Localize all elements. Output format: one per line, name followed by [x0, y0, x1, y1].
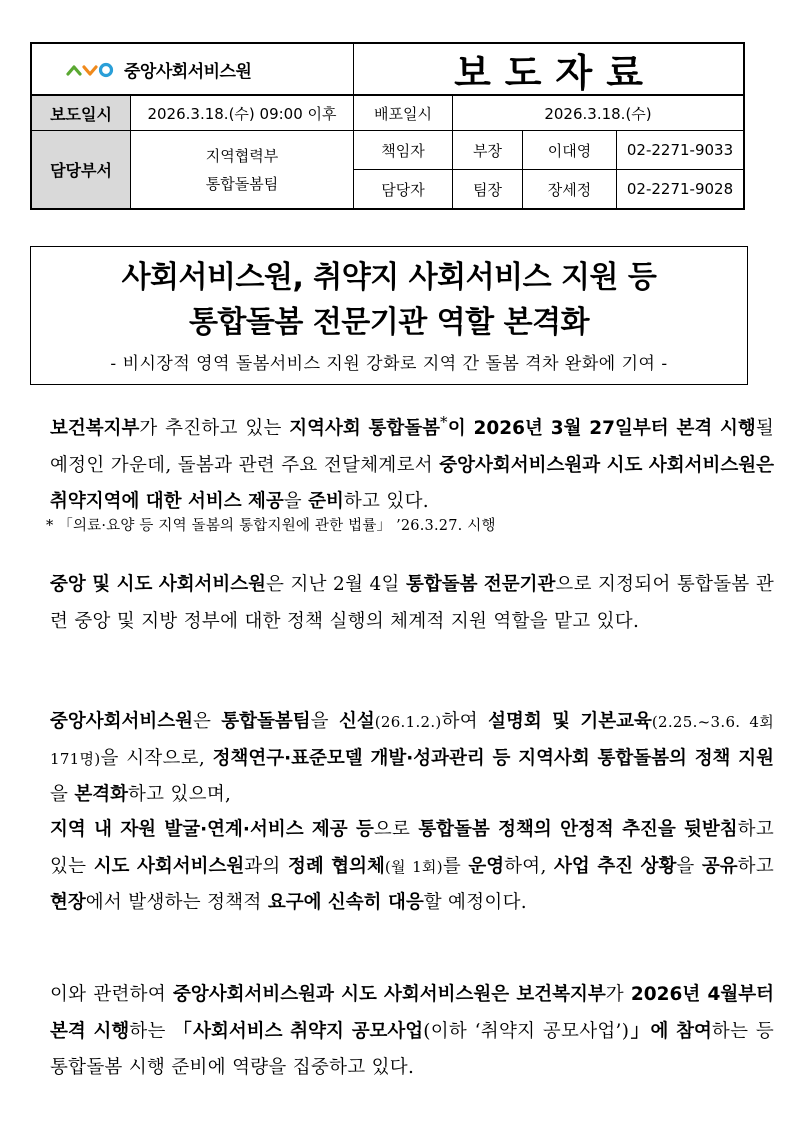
parenthetical: (2.25.~3.6. 4회 171명): [50, 713, 775, 768]
contact-name: 이대영: [523, 131, 617, 170]
text: 하는: [129, 1020, 174, 1042]
emphasis: 보건복지부: [50, 418, 140, 440]
emphasis: 지역 내 자원 발굴·연계·서비스 제공 등: [50, 819, 374, 840]
emphasis: 요구에 신속히 대응: [267, 892, 424, 913]
emphasis: 공유: [701, 855, 738, 877]
text: (이하 ‘취약지 공모사업’): [423, 1020, 630, 1042]
emphasis: 지역사회 통합돌봄: [289, 418, 441, 440]
body-paragraph-3: [26, 704, 774, 814]
text: 하여,: [504, 855, 554, 877]
document-title: 보도자료: [454, 50, 657, 95]
text: 가: [605, 984, 631, 1005]
emphasis: 설명회 및 기본교육: [488, 711, 652, 732]
emphasis: 중앙사회서비스원과 시도 사회서비스원은 취약지역에 대한 서비스 제공: [50, 454, 775, 513]
team-name: 통합돌봄팀: [205, 174, 279, 193]
text: 을: [676, 855, 702, 877]
text: 할 예정이다.: [423, 892, 527, 913]
text: 하는 등 통합돌봄 시행 준비에 역량을 집중하고 있다.: [50, 1020, 774, 1078]
emphasis: 중앙사회서비스원과 시도 사회서비스원은 보건복지부: [173, 984, 606, 1005]
emphasis: 통합돌봄팀: [221, 711, 311, 732]
text: 될 예정인 가운데, 돌봄과 관련 주요 전달체계로서: [50, 418, 774, 476]
department-label: 담당부서: [32, 131, 131, 208]
release-date-value: 2026.3.18.(수) 09:00 이후: [131, 96, 354, 131]
contact-title: 부장: [453, 131, 523, 170]
text: 하고 있는: [50, 819, 774, 877]
emphasis: 중앙 및 시도 사회서비스원: [50, 574, 267, 595]
emphasis: 준비: [308, 491, 344, 513]
headline-line-1: 사회서비스원, 취약지 사회서비스 지원 등: [121, 260, 657, 295]
organization-logo-icon: [66, 58, 118, 80]
document-title-cell: [354, 44, 743, 94]
emphasis: 중앙사회서비스원: [50, 711, 193, 732]
contact-role: 담당자: [354, 170, 453, 208]
parenthetical: (월 1회): [384, 857, 443, 876]
header-top-row: [32, 44, 743, 96]
emphasis: 통합돌봄 전문기관: [405, 574, 556, 595]
text: 은 지난 2월 4일: [266, 574, 406, 595]
emphasis: 시도 사회서비스원: [93, 855, 245, 877]
emphasis: 운영: [468, 855, 505, 877]
headline-box: [30, 246, 748, 385]
text: 를: [442, 855, 469, 877]
footnote: * 「의료·요양 등 지역 돌봄의 통합지원에 관한 법률」 ’26.3.27. 시행: [46, 518, 496, 534]
contact-phone: 02-2271-9033: [617, 131, 743, 170]
distribution-date-label: 배포일시: [354, 96, 453, 131]
text: 은: [192, 711, 222, 732]
emphasis: 정책연구·표준모델 개발·성과관리 등 지역사회 통합돌봄의 정책 지원: [212, 747, 774, 769]
text: 이와 관련하여: [50, 984, 173, 1005]
text: 하고: [737, 855, 775, 877]
logo-cell: [32, 44, 354, 94]
contact-phone: 02-2271-9028: [626, 180, 734, 198]
text: 으로: [373, 819, 419, 840]
organization-name: 중앙사회서비스원: [124, 61, 252, 82]
emphasis: 」에 참여: [629, 1020, 712, 1042]
contact-role: 책임자: [354, 131, 453, 170]
text: 과의: [244, 855, 288, 877]
emphasis: 본격화: [74, 784, 128, 805]
emphasis: 신설: [338, 711, 375, 732]
body-paragraph-5: [26, 977, 774, 1087]
parenthetical: (26.1.2.): [374, 713, 442, 731]
text: 가 추진하고 있는: [139, 418, 290, 440]
headline-line-2: 통합돌봄 전문기관 역할 본격화: [188, 305, 590, 340]
release-date-label: 보도일시: [32, 96, 131, 131]
text: 을 시작으로,: [100, 747, 213, 769]
emphasis: 사업 추진 상황: [553, 855, 677, 877]
body-paragraph-4: [26, 812, 774, 922]
press-release-header: [30, 42, 745, 210]
body-paragraph-1: [26, 404, 774, 521]
text: 하여: [441, 711, 489, 732]
contact-name: 장세정: [523, 170, 617, 208]
text: 에서 발생하는 정책적: [85, 892, 268, 913]
distribution-date-value: 2026.3.18.(수): [453, 96, 743, 131]
text: 을: [283, 491, 309, 513]
text: 하고 있다.: [343, 491, 429, 513]
headline-subtitle: - 비시장적 영역 돌봄서비스 지원 강화로 지역 간 돌봄 격차 완화에 기여 -: [110, 354, 668, 374]
contact-title: 팀장: [453, 170, 523, 208]
footnote-marker: *: [440, 413, 448, 431]
emphasis: 「사회서비스 취약지 공모사업: [173, 1020, 424, 1042]
body-paragraph-2: [26, 567, 774, 640]
department-value: [131, 131, 354, 208]
text: 으로 지정되어 통합돌봄 관련 중앙 및 지방 정부에 대한 정책 실행의 체계적 지원 역할을 맡고 있다.: [50, 574, 774, 632]
emphasis: 이 2026년 3월 27일부터 본격 시행: [447, 418, 756, 440]
emphasis: 정례 협의체: [287, 855, 385, 877]
emphasis: 통합돌봄 정책의 안정적 추진을 뒷받침: [418, 819, 738, 840]
emphasis: 2026년 4월부터 본격 시행: [50, 984, 775, 1042]
department-name: 지역협력부: [205, 146, 279, 165]
text: 을: [50, 784, 75, 805]
text: 하고 있으며,: [127, 784, 232, 805]
text: 을: [310, 711, 339, 732]
emphasis: 현장: [50, 892, 86, 913]
